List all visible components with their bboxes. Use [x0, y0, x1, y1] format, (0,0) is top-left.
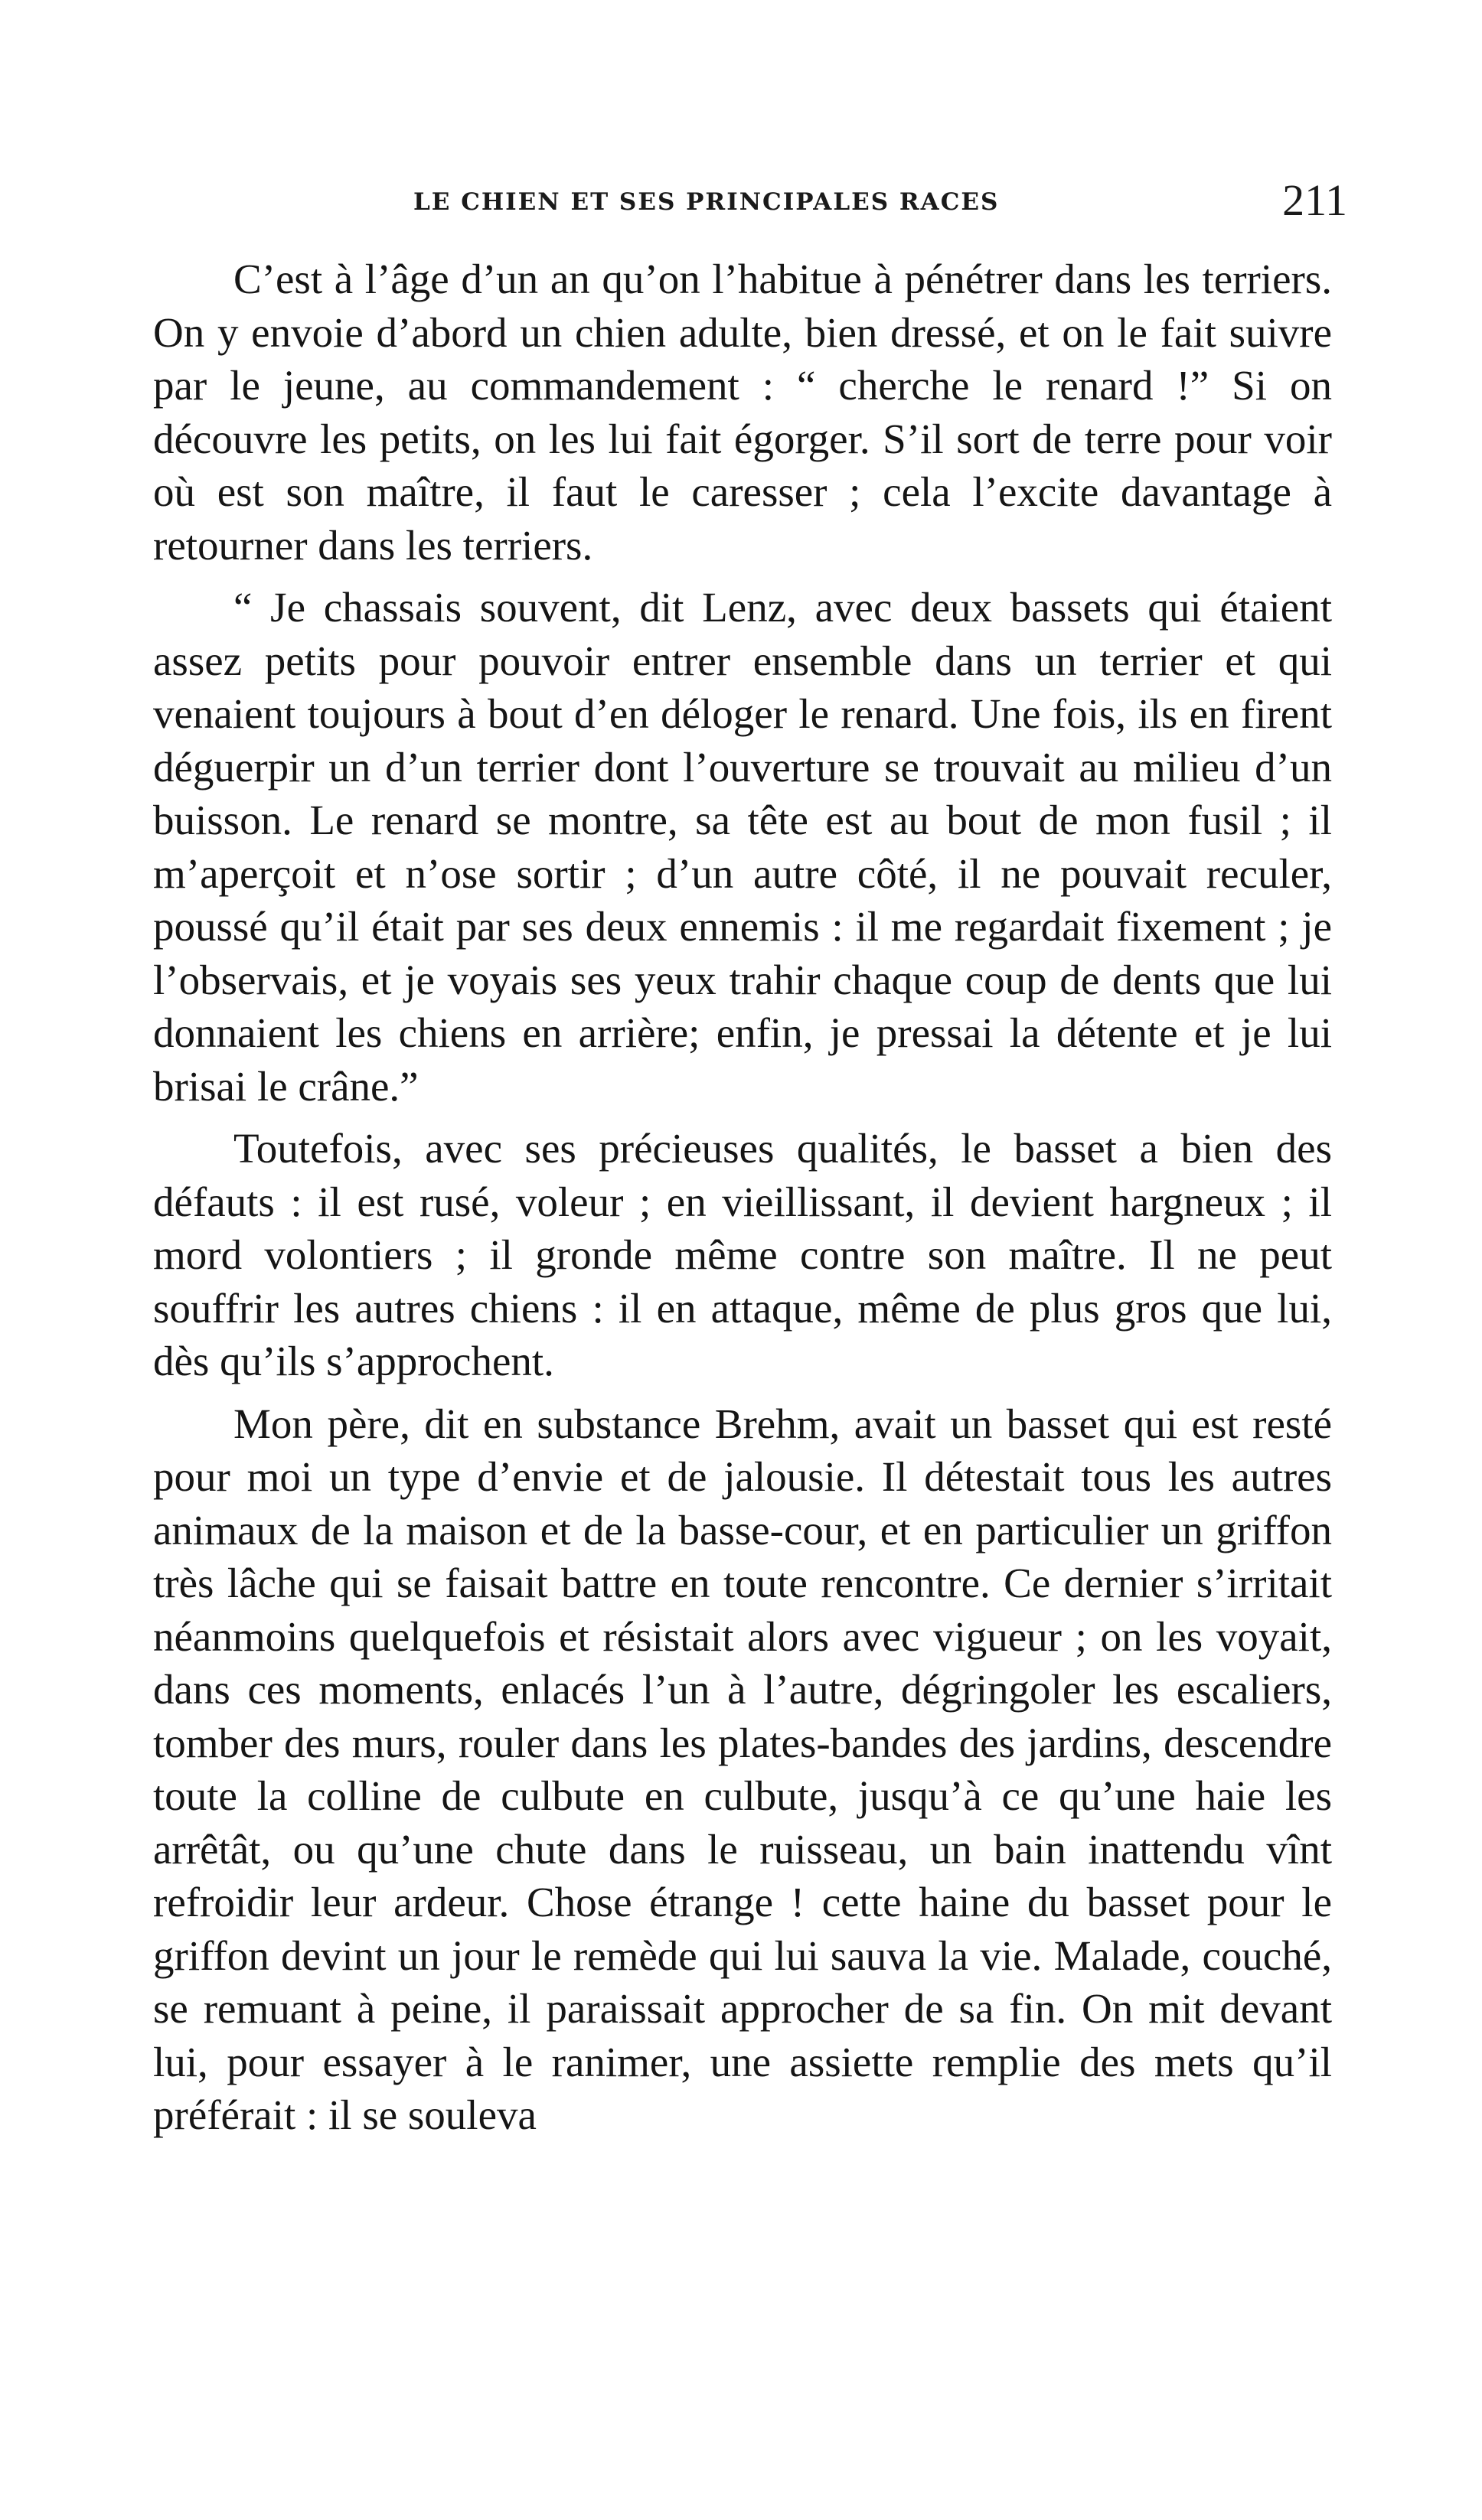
paragraph-lenz-quote: “ Je chassais souvent, dit Lenz, avec deux bassets qui étaient assez petits pour pouvoir entrer ensemble dans un terrier et qui venaient toujours à bout d’en déloger le renard. Une fois, ils en firent déguerpir un d’un terrier dont l’ouverture se trouvait au milieu d’un buisson. Le renard se montre, sa tête est au bout de mon fusil ; il m’aperçoit et n’ose sortir ; d’un autre côté, il ne pouvait reculer, poussé qu’il était par ses deux ennemis : il me regardait fixement ; je l’observais, et je voyais ses yeux trahir chaque coup de dents que lui donnaient les chiens en arrière; enfin, je pressai la détente et je lui brisai le crâne.”	[153, 584, 1332, 1110]
body-text	[153, 253, 1332, 2142]
paragraph-brehm: Mon père, dit en substance Brehm, avait un basset qui est resté pour moi un type d’envie et de jalousie. Il détestait tous les autres animaux de la maison et de la basse-cour, et en particulier un griffon très lâche qui se faisait battre en toute rencontre. Ce dernier s’irritait néanmoins quelquefois et résistait alors avec vigueur ; on les voyait, dans ces moments, enlacés l’un à l’autre, dégringoler les escaliers, tomber des murs, rouler dans les plates-bandes des jardins, descendre toute la colline de culbute en culbute, jusqu’à ce qu’une haie les arrêtât, ou qu’une chute dans le ruisseau, un bain inattendu vînt refroidir leur ardeur. Chose étrange ! cette haine du basset pour le griffon devint un jour le remède qui lui sauva la vie. Malade, couché, se remuant à peine, il paraissait approcher de sa fin. On mit devant lui, pour essayer à le ranimer, une assiette remplie des mets qu’il préférait : il se souleva	[153, 1400, 1332, 2138]
running-header	[153, 174, 1347, 228]
running-title: LE CHIEN ET SES PRINCIPALES RACES	[413, 188, 1000, 216]
page-number: 211	[1282, 175, 1347, 225]
paragraph-terriers: C’est à l’âge d’un an qu’on l’habitue à pénétrer dans les terriers. On y envoie d’abord un chien adulte, bien dressé, et on le fait suivre par le jeune, au commandement : “ cherche le renard !” Si on découvre les petits, on les lui fait égorger. S’il sort de terre pour voir où est son maître, il faut le caresser ; cela l’excite davantage à retourner dans les terriers.	[153, 256, 1332, 569]
paragraph-defauts: Toutefois, avec ses précieuses qualités, le basset a bien des défauts : il est rusé, voleur ; en vieillissant, il devient hargneux ; il mord volontiers ; il gronde même contre son maître. Il ne peut souffrir les autres chiens : il en attaque, même de plus gros que lui, dès qu’ils s’approchent.	[153, 1125, 1332, 1384]
